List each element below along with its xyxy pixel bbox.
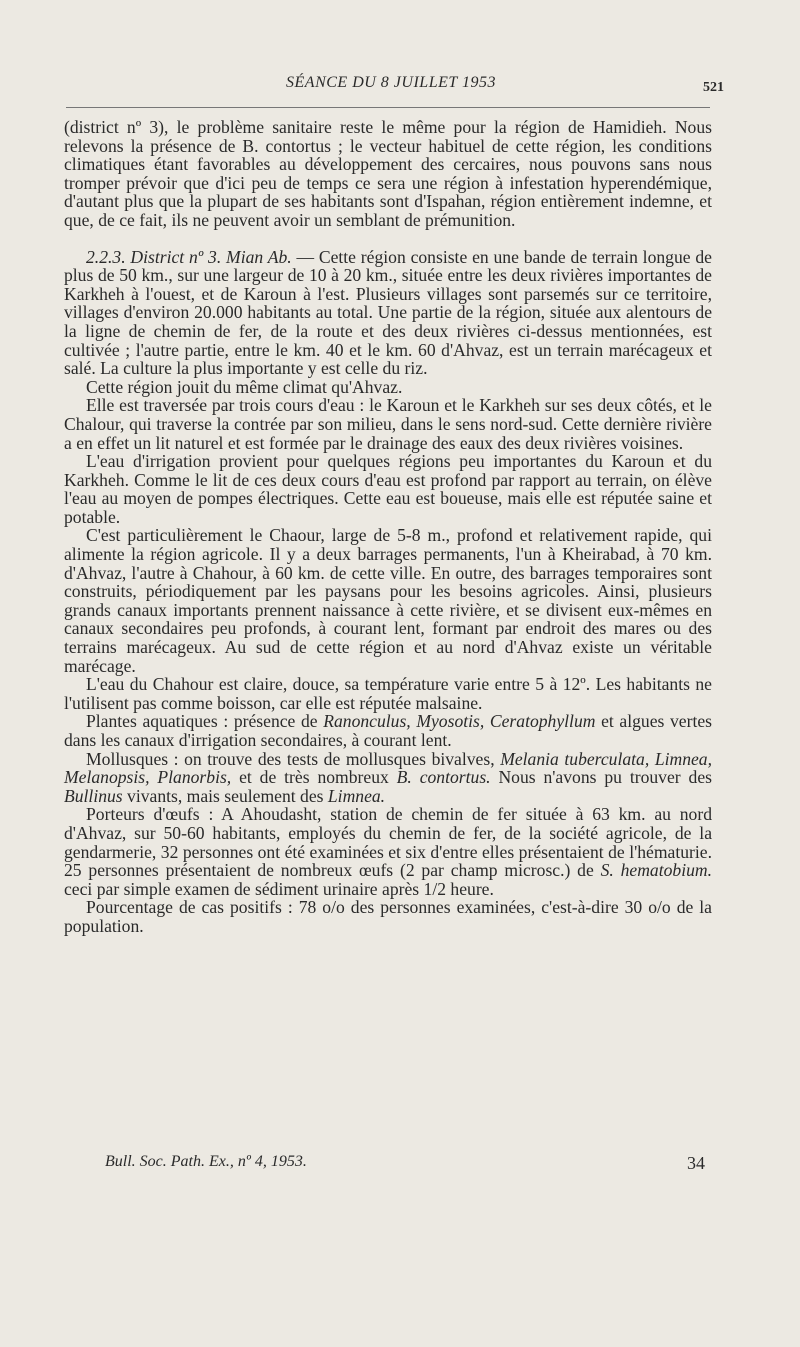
paragraph — [64, 526, 712, 675]
paragraph-text: et de très nombreux — [231, 767, 397, 788]
paragraph — [64, 675, 712, 712]
header-rule — [66, 107, 710, 108]
paragraph-text: vivants, mais seulement des — [122, 785, 328, 806]
section-paragraph — [64, 248, 712, 378]
paragraph-egg-carriers — [64, 805, 712, 898]
paragraph-text: — Cette région consiste en une bande de terrain longue de plus de 50 km., sur une largeur de 10 à 20 km., située entre les deux rivières importantes de Karkheh à l'ouest, et de Karoun à l'est. Plusieurs villages sont parsemés sur ce territoire, villages d'environ 20.000 habitants au total. Une partie de la région, située aux alentours de la ligne de chemin de fer, de la route et des deux rivières ci-dessus mentionnées, est cultivée ; l'autre partie, entre le km. 40 et le km. 60 d'Ahvaz, est un terrain marécageux et salé. La culture la plus importante y est celle du riz. — [64, 246, 712, 379]
paragraph-text: Elle est traversée par trois cours d'eau : le Karoun et le Karkheh sur ses deux côtés, et le Chalour, qui traverse la contrée par son milieu, dans le sens nord-sud. Cette dernière rivière a en effet un lit naturel et est formée par le drainage des eaux des deux rivières voisines. — [64, 395, 712, 453]
paragraph-text: (district nº 3), le problème sanitaire reste le même pour la région de Hamidieh. Nous relevons la présence de B. contortus ; le vecteur habituel de cette région, les conditions climatiques étant favorables au développement des cercaires, nous pouvons sans nous tromper prévoir que d'ici peu de temps ce sera une région à infestation hyperendémique, d'autant plus que la plupart de ses habitants sont d'Ispahan, région entièrement indemne, et que, de ce fait, ils ne peuvent avoir un semblant de prémunition. — [64, 117, 712, 230]
journal-citation: Bull. Soc. Path. Ex., nº 4, 1953. — [105, 1153, 307, 1170]
paragraph-text: Plantes aquatiques : présence de — [86, 711, 324, 732]
page-number: 521 — [703, 80, 724, 95]
species-names: Melania tuberculata, Limnea, Melanopsis, Planorbis, — [64, 748, 712, 788]
paragraph-text: ceci par simple examen de sédiment urinaire après 1/2 heure. — [64, 878, 494, 899]
species-name: Limnea. — [327, 785, 386, 806]
species-name: S. hematobium. — [600, 860, 712, 881]
species-names: Ranonculus, Myosotis, Ceratophyllum — [323, 711, 596, 732]
paragraph-plants — [64, 712, 712, 749]
paragraph — [64, 396, 712, 452]
paragraph-text: C'est particulièrement le Chaour, large de 5-8 m., profond et relativement rapide, qui alimente la région agricole. Il y a deux barrages permanents, l'un à Kheirabad, à 70 km. d'Ahvaz, l'autre à Chahour, à 60 km. de cette ville. En outre, des barrages temporaires sont construits, périodiquement par les paysans pour les besoins agricoles. Ainsi, plusieurs grands canaux importants prennent naissance à cette rivière, et se divisent eux-mêmes en canaux secondaires peu profonds, à courant lent, formant par endroit des mares ou des terrains marécageux. Au sud de cette région et au nord d'Ahvaz existe un véritable marécage. — [64, 525, 712, 676]
paragraph-text: L'eau du Chahour est claire, douce, sa température varie entre 5 à 12º. Les habitants ne l'utilisent pas comme boisson, car elle est réputée malsaine. — [64, 674, 712, 713]
page-footer — [105, 1153, 705, 1171]
paragraph — [64, 378, 712, 397]
paragraph — [64, 452, 712, 526]
paragraph-text: Cette région jouit du même climat qu'Ahvaz. — [86, 376, 403, 397]
paragraph-text: Pourcentage de cas positifs : 78 o/o des personnes examinées, c'est-à-dire 30 o/o de la population. — [64, 897, 712, 936]
paragraph-text: Porteurs d'œufs : A Ahoudasht, station de chemin de fer située à 63 km. au nord d'Ahvaz, sur 50-60 habitants, employés du chemin de fer, de la société agricole, de la gendarmerie, 32 personnes ont été examinées et six d'entre elles présentaient de l'hématurie. 25 personnes présentaient de nombreux œufs (2 par champ microsc.) de — [64, 804, 712, 881]
paragraph-molluscs — [64, 750, 712, 806]
paragraph — [64, 898, 712, 935]
running-title: SÉANCE DU 8 JUILLET 1953 — [286, 74, 496, 91]
paragraph-text: Nous n'avons pu trouver des — [490, 767, 712, 788]
paragraph-text: Mollusques : on trouve des tests de mollusques bivalves, — [86, 748, 501, 769]
signature-number: 34 — [687, 1153, 705, 1173]
paragraph — [64, 118, 712, 230]
species-name: B. contortus. — [396, 767, 491, 788]
paragraph-text: L'eau d'irrigation provient pour quelques régions peu importantes du Karoun et du Karkheh. Comme le lit de ces deux cours d'eau est profond par rapport au terrain, on élève l'eau au moyen de pompes électriques. Cette eau est boueuse, mais elle est réputée saine et potable. — [64, 451, 712, 527]
section-heading: 2.2.3. District nº 3. Mian Ab. — [86, 246, 292, 267]
paragraph-text: et algues vertes dans les canaux d'irrigation secondaires, à courant lent. — [64, 711, 712, 750]
body-text — [64, 118, 712, 936]
page-header — [66, 74, 724, 104]
species-name: Bullinus — [64, 785, 123, 806]
